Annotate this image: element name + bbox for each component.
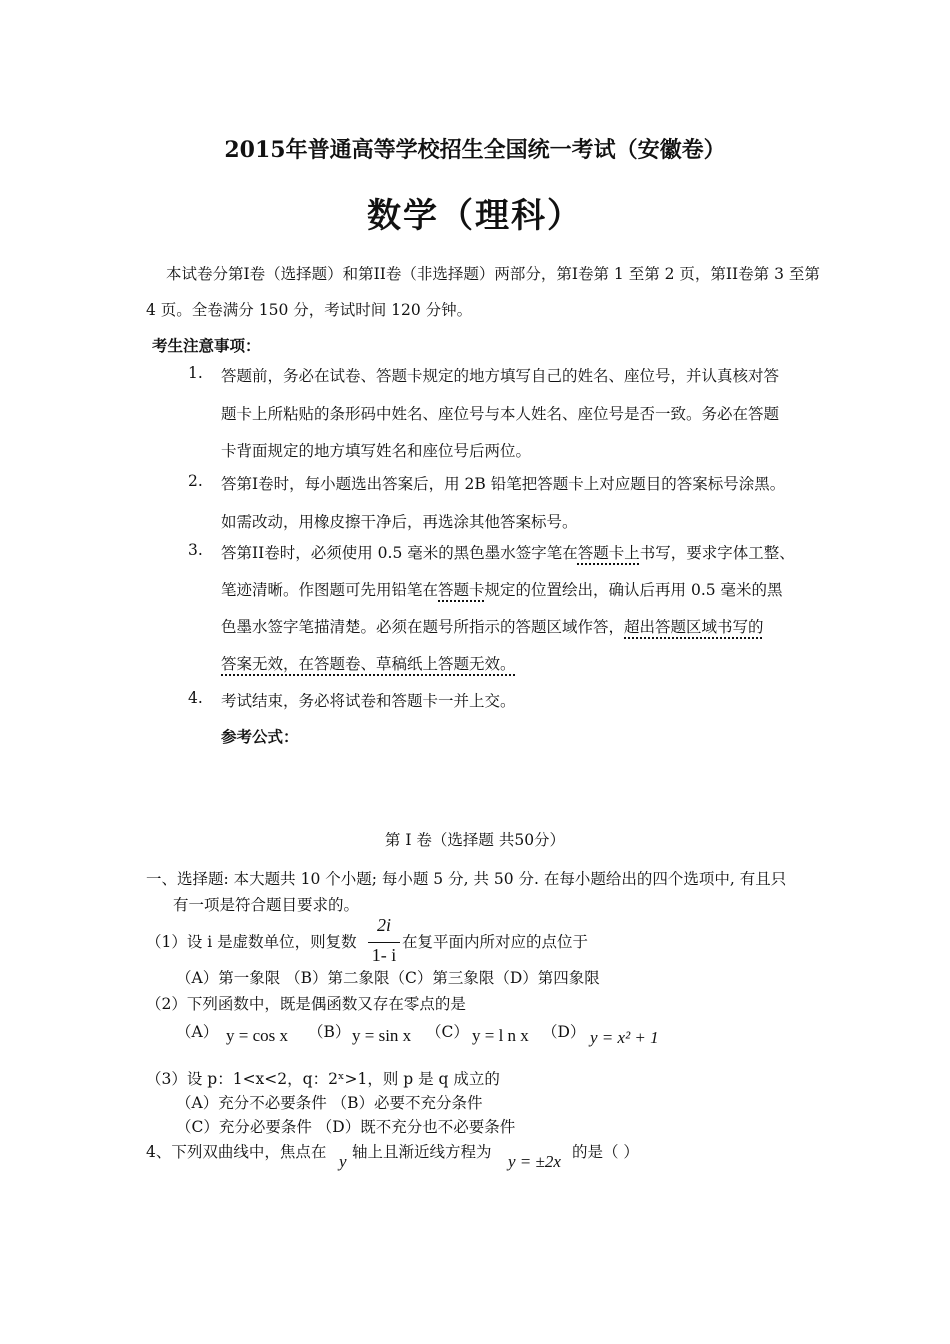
- question-4-stem: 轴上且渐近线方程为: [352, 1143, 492, 1161]
- option-label: （A）: [176, 1023, 219, 1041]
- notice-item-1-line: 卡背面规定的地方填写姓名和座位号后两位。: [221, 442, 532, 460]
- section-instruction: 一、选择题: 本大题共 10 个小题; 每小题 5 分, 共 50 分. 在每小题给出的四个选项中, 有且只: [146, 870, 787, 888]
- emphasis-text: 答题卡: [438, 581, 485, 599]
- notice-item-2-line: 如需改动，用橡皮擦干净后，再选涂其他答案标号。: [221, 513, 578, 531]
- question-1-stem: 在复平面内所对应的点位于: [402, 933, 589, 951]
- option-label: （D）: [542, 1023, 586, 1041]
- question-3-options: （A）充分不必要条件 （B）必要不充分条件: [176, 1094, 483, 1112]
- emphasis-text: 超出答题区域书写的: [624, 618, 764, 636]
- section-instruction: 有一项是符合题目要求的。: [173, 896, 360, 914]
- complex-fraction: [368, 915, 400, 965]
- notice-item-3-line-3: [221, 615, 764, 637]
- question-4-stem: 4、下列双曲线中，焦点在: [146, 1143, 327, 1161]
- notice-text: 规定的位置绘出，确认后再用 0.5 毫米的黑: [484, 581, 783, 599]
- notice-item-3-number: 3.: [188, 541, 203, 559]
- fraction-denominator: 1- i: [371, 945, 397, 965]
- option-expression: y = x² + 1: [590, 1028, 659, 1047]
- math-variable: y: [339, 1152, 347, 1171]
- notice-item-4-number: 4.: [188, 689, 203, 707]
- notice-text: 色墨水签字笔描清楚。必须在题号所指示的答题区域作答，: [221, 618, 625, 636]
- option-label: （C）: [426, 1023, 469, 1041]
- question-1-options: （A）第一象限 （B）第二象限（C）第三象限（D）第四象限: [176, 969, 600, 987]
- notice-text: 答第II卷时，必须使用 0.5 毫米的黑色墨水签字笔在: [221, 544, 578, 562]
- exam-subtitle: 数学（理科）: [367, 196, 583, 236]
- fraction-numerator: 2i: [376, 915, 391, 935]
- notice-text: 笔迹清晰。作图题可先用铅笔在: [221, 581, 439, 599]
- option-expression: y = l n x: [472, 1026, 529, 1045]
- formula-heading: 参考公式：: [221, 727, 299, 746]
- option-expression: y = sin x: [352, 1026, 412, 1045]
- emphasis-text: 答题卡上: [577, 544, 640, 562]
- notice-item-3-line-1: [221, 541, 795, 563]
- notice-item-1-line: 答题前，务必在试卷、答题卡规定的地方填写自己的姓名、座位号，并认真核对答: [221, 367, 780, 385]
- option-expression: y = cos x: [226, 1026, 288, 1045]
- question-3-stem: （3）设 p：1<x<2，q：2ˣ>1，则 p 是 q 成立的: [146, 1070, 500, 1088]
- question-2-stem: （2）下列函数中，既是偶函数又存在零点的是: [146, 995, 466, 1013]
- math-expression: y = ±2x: [508, 1152, 561, 1171]
- notice-text: 书写，要求字体工整、: [639, 544, 795, 562]
- notice-item-1-line: 题卡上所粘贴的条形码中姓名、座位号与本人姓名、座位号是否一致。务必在答题: [221, 405, 780, 423]
- fraction-bar: [368, 942, 400, 943]
- notice-item-2-line: 答第I卷时，每小题选出答案后，用 2B 铅笔把答题卡上对应题目的答案标号涂黑。: [221, 475, 786, 493]
- option-label: （B）: [308, 1023, 351, 1041]
- intro-line-2: 4 页。全卷满分 150 分，考试时间 120 分钟。: [146, 301, 473, 319]
- notice-item-3-line-2: [221, 578, 783, 600]
- notice-item-4-line: 考试结束，务必将试卷和答题卡一并上交。: [221, 692, 516, 710]
- notice-heading: 考生注意事项：: [152, 336, 261, 355]
- intro-line-1: 本试卷分第I卷（选择题）和第II卷（非选择题）两部分，第I卷第 1 至第 2 页，第II卷第 3 至第: [166, 265, 820, 283]
- notice-item-2-number: 2.: [188, 472, 203, 490]
- question-1-stem: （1）设 i 是虚数单位，则复数: [146, 933, 357, 951]
- question-3-options: （C）充分必要条件 （D）既不充分也不必要条件: [176, 1118, 516, 1136]
- notice-item-1-number: 1.: [188, 364, 203, 382]
- question-4-stem: 的是（ ）: [572, 1143, 639, 1161]
- section-title: 第 I 卷（选择题 共50分）: [384, 831, 566, 849]
- notice-item-3-line-4: 答案无效，在答题卷、草稿纸上答题无效。: [221, 655, 516, 673]
- exam-title: 2015年普通高等学校招生全国统一考试（安徽卷）: [224, 137, 726, 163]
